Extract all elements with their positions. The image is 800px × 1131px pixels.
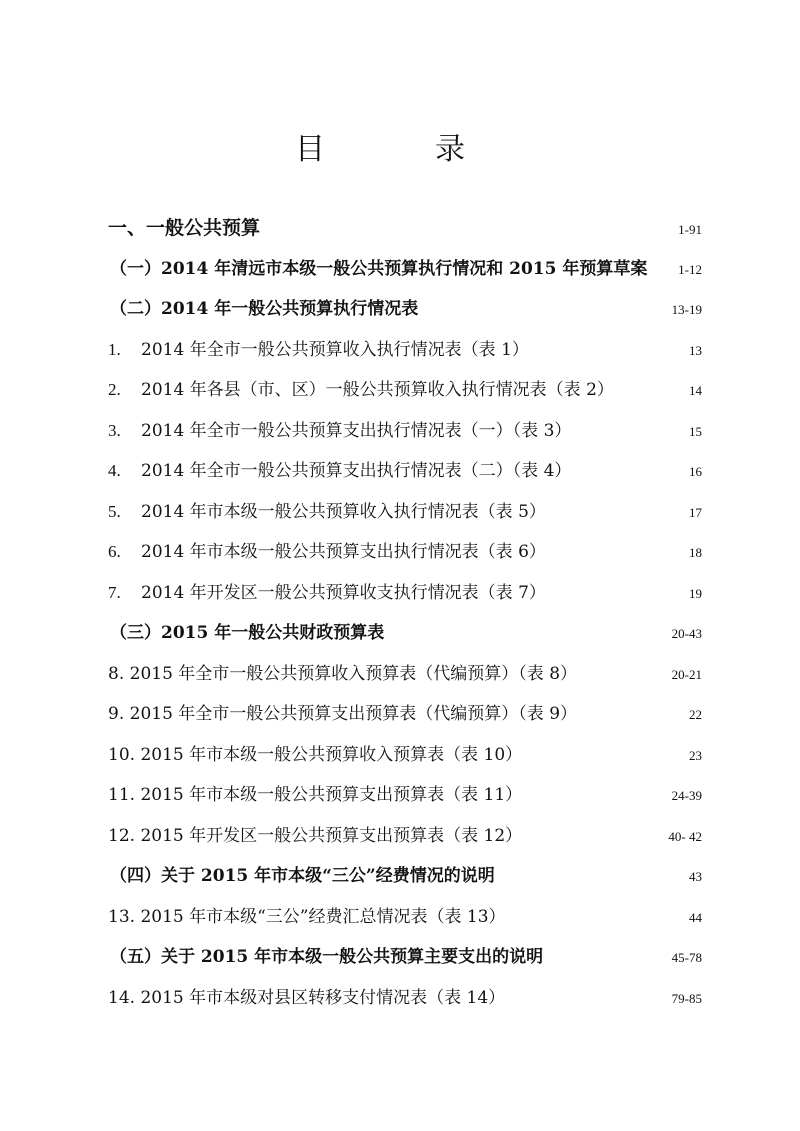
toc-entry-label: 10. 2015 年市本级一般公共预算收入预算表（表 10）	[108, 744, 523, 765]
page-title: 目 录	[295, 132, 505, 167]
toc-entry-label	[108, 370, 614, 411]
toc-entry[interactable]	[108, 451, 702, 492]
toc-entry-label: 一、一般公共预算	[108, 217, 261, 239]
toc-entry-page: 23	[689, 747, 702, 763]
toc-entry-label: （二）2014 年一般公共预算执行情况表	[110, 299, 419, 319]
toc-entry-label	[108, 492, 546, 533]
toc-entry-text: 2014 年各县（市、区）一般公共预算收入执行情况表（表 2）	[141, 380, 614, 400]
toc-entry-number: 6.	[108, 542, 121, 561]
toc-entry-page: 20-43	[671, 626, 702, 641]
toc-entry-label: （五）关于 2015 年市本级一般公共预算主要支出的说明	[110, 947, 544, 967]
toc-entry-label	[108, 330, 529, 371]
toc-entry[interactable]	[108, 775, 702, 816]
toc-entry-text: 2014 年开发区一般公共预算收支执行情况表（表 7）	[141, 582, 546, 603]
toc-entry-page: 13-19	[671, 302, 702, 317]
toc-entry-text: 2014 年市本级一般公共预算支出执行情况表（表 6）	[141, 542, 546, 562]
toc-entry[interactable]	[108, 735, 702, 776]
toc-entry-page: 15	[689, 423, 702, 439]
toc-entry-page: 44	[689, 909, 702, 925]
toc-entry[interactable]	[108, 937, 702, 978]
toc-entry-page: 22	[689, 707, 702, 722]
toc-entry-page: 14	[689, 383, 702, 398]
table-of-contents	[108, 208, 702, 1018]
toc-entry[interactable]	[108, 532, 702, 573]
toc-entry-number: 3.	[108, 420, 121, 440]
toc-entry-label: （四）关于 2015 年市本级“三公”经费情况的说明	[110, 866, 495, 886]
toc-entry-label	[108, 451, 571, 492]
toc-entry-label: 11. 2015 年市本级一般公共预算支出预算表（表 11）	[108, 785, 523, 805]
toc-entry-label: 12. 2015 年开发区一般公共预算支出预算表（表 12）	[108, 825, 523, 846]
toc-entry-page: 43	[689, 869, 702, 884]
toc-entry-number: 5.	[108, 501, 121, 521]
toc-entry-page: 13	[689, 342, 702, 358]
toc-entry-number: 7.	[108, 582, 121, 602]
toc-entry-page: 1-91	[678, 222, 702, 237]
toc-entry[interactable]	[108, 856, 702, 897]
toc-entry[interactable]	[108, 613, 702, 654]
toc-entry-page: 24-39	[671, 788, 702, 803]
toc-entry-page: 16	[689, 464, 702, 479]
toc-entry-text: 2014 年全市一般公共预算支出执行情况表（二）（表 4）	[141, 461, 572, 481]
toc-entry-page: 45-78	[671, 950, 702, 965]
toc-entry[interactable]	[108, 573, 702, 614]
toc-entry[interactable]	[108, 694, 702, 735]
toc-entry-number: 4.	[108, 461, 121, 480]
toc-entry-page: 79-85	[671, 990, 702, 1006]
toc-entry-label: 14. 2015 年市本级对县区转移支付情况表（表 14）	[108, 987, 506, 1008]
toc-entry-label: 13. 2015 年市本级“三公”经费汇总情况表（表 13）	[108, 906, 506, 927]
toc-entry[interactable]	[108, 249, 702, 290]
toc-entry[interactable]	[108, 978, 702, 1019]
toc-entry-page: 40- 42	[668, 828, 702, 844]
toc-entry[interactable]	[108, 330, 702, 371]
toc-entry-text: 2014 年全市一般公共预算收入执行情况表（表 1）	[141, 339, 529, 360]
toc-entry-label	[108, 411, 571, 452]
toc-entry[interactable]	[108, 492, 702, 533]
toc-entry-page: 19	[689, 585, 702, 601]
toc-entry-number: 1.	[108, 339, 121, 359]
toc-entry[interactable]	[108, 289, 702, 330]
toc-entry-label: （一）2014 年清远市本级一般公共预算执行情况和 2015 年预算草案	[110, 258, 648, 279]
toc-entry[interactable]	[108, 411, 702, 452]
toc-entry-text: 2014 年市本级一般公共预算收入执行情况表（表 5）	[141, 501, 546, 522]
toc-entry-page: 20-21	[671, 666, 702, 682]
toc-entry-label	[108, 573, 546, 614]
toc-entry-label	[108, 532, 546, 573]
toc-entry[interactable]	[108, 208, 702, 249]
toc-entry[interactable]	[108, 370, 702, 411]
toc-entry-number: 2.	[108, 380, 121, 399]
toc-entry-page: 17	[689, 504, 702, 520]
toc-entry-label: 8. 2015 年全市一般公共预算收入预算表（代编预算）（表 8）	[108, 663, 578, 684]
toc-entry-page: 18	[689, 545, 702, 560]
toc-entry-page: 1-12	[678, 261, 702, 277]
toc-entry-label: （三）2015 年一般公共财政预算表	[110, 623, 385, 643]
toc-entry[interactable]	[108, 897, 702, 938]
toc-entry-text: 2014 年全市一般公共预算支出执行情况表（一）（表 3）	[141, 420, 572, 441]
toc-entry[interactable]	[108, 816, 702, 857]
toc-entry[interactable]	[108, 654, 702, 695]
toc-entry-label: 9. 2015 年全市一般公共预算支出预算表（代编预算）（表 9）	[108, 704, 578, 724]
